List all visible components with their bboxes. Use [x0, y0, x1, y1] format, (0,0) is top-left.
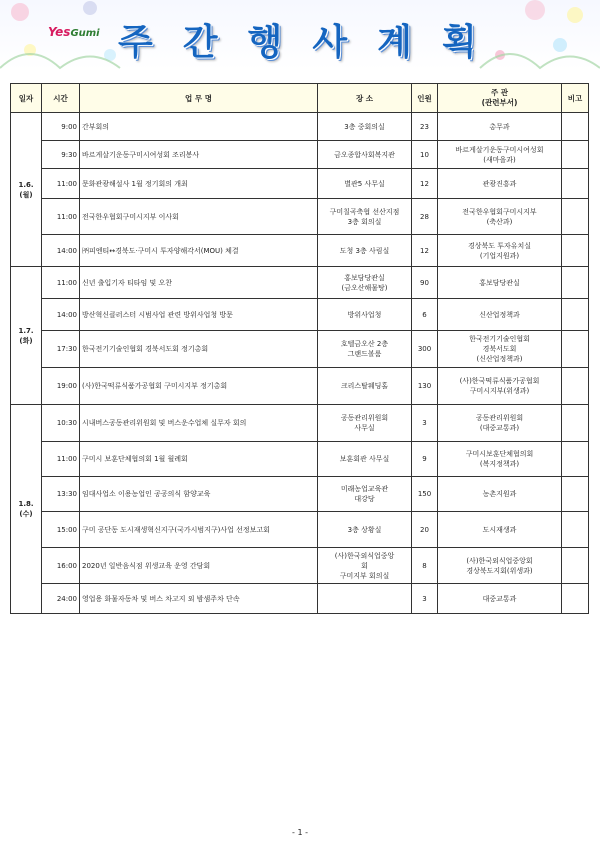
task-cell: 구미시 보훈단체협의회 1월 월례회: [80, 442, 318, 477]
place-cell-line: 구미칠곡축협 선산지점: [329, 207, 400, 216]
time-cell: 11:00: [42, 267, 80, 299]
logo-yes: Yes: [48, 25, 71, 39]
task-cell: 신년 출입기자 티타임 및 오찬: [80, 267, 318, 299]
place-cell: [318, 235, 412, 267]
host-cell-line: (축산과): [486, 217, 513, 226]
host-cell-line: (기업지원과): [479, 251, 520, 260]
place-cell: [318, 405, 412, 442]
place-cell-line: 크리스탈웨딩홀: [340, 382, 389, 390]
time-cell: 9:00: [42, 113, 80, 141]
table-header-row: [11, 84, 589, 113]
place-cell: [318, 331, 412, 368]
table-row: [11, 141, 589, 169]
count-cell: 23: [412, 113, 438, 141]
place-cell-line: 구미지부 회의실: [339, 571, 390, 580]
host-cell-line: 바르게살기운동구미시여성회: [455, 145, 544, 154]
place-cell-line: 보훈회관 사무실: [339, 455, 390, 463]
count-cell: 10: [412, 141, 438, 169]
place-cell: [318, 512, 412, 548]
host-cell: [438, 405, 562, 442]
place-cell-line: 사무실: [354, 424, 375, 432]
host-cell: [438, 235, 562, 267]
place-cell: [318, 199, 412, 235]
date-line: 1.8.: [18, 500, 34, 508]
time-cell: 11:00: [42, 442, 80, 477]
host-cell-line: (새마을과): [483, 155, 516, 164]
task-cell: ㈜피엔티↔경북도·구미시 투자양해각서(MOU) 체결: [80, 235, 318, 267]
note-cell: [562, 235, 589, 267]
host-cell-line: 전국한우협회구미시지부: [462, 207, 537, 216]
date-line: (월): [19, 190, 33, 199]
host-cell-line: 공동관리위원회: [475, 414, 524, 422]
col-header-note: 비고: [562, 84, 589, 113]
date-line: (수): [19, 510, 33, 518]
place-cell-line: 홍보담당관실: [344, 273, 385, 282]
count-cell: 12: [412, 235, 438, 267]
host-cell-line: (신산업정책과): [476, 355, 523, 363]
note-cell: [562, 512, 589, 548]
note-cell: [562, 477, 589, 512]
page-title: 주간행사계획: [118, 22, 507, 63]
note-cell: [562, 584, 589, 614]
table-row: [11, 548, 589, 584]
host-cell-line: 신산업정책과: [479, 310, 520, 319]
place-cell: [318, 477, 412, 512]
host-header-line: 주 관: [490, 88, 509, 97]
time-cell: 24:00: [42, 584, 80, 614]
table-row: [11, 512, 589, 548]
count-cell: 12: [412, 169, 438, 199]
logo-gumi: Gumi: [70, 28, 100, 39]
host-header-line: (관련부서): [481, 98, 518, 107]
place-cell-line: 도청 3층 사림실: [339, 246, 390, 255]
table-row: [11, 331, 589, 368]
host-cell-line: 구미시보훈단체협의회: [465, 450, 534, 458]
task-cell: 한국전기기술인협회 경북서도회 정기총회: [80, 331, 318, 368]
host-cell: [438, 584, 562, 614]
place-cell-line: 별관5 사무실: [344, 179, 385, 188]
task-cell: 시내버스공동관리위원회 및 버스운수업체 실무자 회의: [80, 405, 318, 442]
time-cell: 11:00: [42, 169, 80, 199]
schedule-body: [11, 113, 589, 614]
place-cell: [318, 548, 412, 584]
place-cell-line: 3층 중회의실: [344, 122, 385, 131]
note-cell: [562, 113, 589, 141]
col-header-count: 인원: [412, 84, 438, 113]
host-cell-line: 대중교통과: [482, 594, 517, 603]
col-header-host: [438, 84, 562, 113]
note-cell: [562, 141, 589, 169]
host-cell: [438, 299, 562, 331]
note-cell: [562, 169, 589, 199]
place-cell-line: 3층 상황실: [347, 525, 382, 534]
place-cell-line: 미래농업교육관: [340, 485, 389, 493]
host-cell: [438, 267, 562, 299]
count-cell: 150: [412, 477, 438, 512]
task-cell: 바르게살기운동구미시여성회 조리봉사: [80, 141, 318, 169]
table-row: [11, 299, 589, 331]
task-cell: (사)한국떡류식품가공협회 구미시지부 정기총회: [80, 368, 318, 405]
city-logo: [48, 25, 100, 39]
host-cell-line: (대중교통과): [479, 424, 520, 432]
host-cell: [438, 477, 562, 512]
place-cell-line: 공동관리위원회: [340, 414, 389, 422]
table-row: [11, 442, 589, 477]
place-cell-line: 회: [361, 561, 368, 570]
col-header-time: 시간: [42, 84, 80, 113]
task-cell: 문화관광해설사 1월 정기회의 개최: [80, 169, 318, 199]
place-cell-line: 대강당: [354, 495, 375, 503]
table-row: [11, 584, 589, 614]
host-cell: [438, 331, 562, 368]
place-cell: [318, 368, 412, 405]
time-cell: 14:00: [42, 299, 80, 331]
host-cell-line: (사)한국외식업중앙회: [466, 556, 533, 565]
host-cell-line: 총무과: [489, 122, 510, 131]
time-cell: 11:00: [42, 199, 80, 235]
date-line: 1.7.: [18, 326, 34, 335]
host-cell-line: 경북서도회: [482, 345, 517, 353]
note-cell: [562, 548, 589, 584]
place-cell-line: (금오산해물탕): [341, 283, 388, 292]
place-cell: [318, 267, 412, 299]
task-cell: 방산혁신클러스터 시범사업 관련 방위사업청 방문: [80, 299, 318, 331]
host-cell-line: (복지정책과): [479, 460, 520, 468]
page-number: - 1 -: [292, 828, 308, 837]
count-cell: 28: [412, 199, 438, 235]
note-cell: [562, 405, 589, 442]
count-cell: 3: [412, 584, 438, 614]
date-cell: [11, 405, 42, 614]
place-cell-line: 호텔금오산 2층: [340, 340, 389, 348]
task-cell: 영업용 화물자동차 및 버스 차고지 외 밤샘주차 단속: [80, 584, 318, 614]
table-row: [11, 368, 589, 405]
task-cell: 구미 공단동 도시재생혁신지구(국가시범지구)사업 선정보고회: [80, 512, 318, 548]
table-row: [11, 169, 589, 199]
table-row: [11, 405, 589, 442]
count-cell: 90: [412, 267, 438, 299]
task-cell: 간부회의: [80, 113, 318, 141]
time-cell: 14:00: [42, 235, 80, 267]
schedule-table: [10, 83, 589, 614]
time-cell: 15:00: [42, 512, 80, 548]
place-cell-line: (사)한국외식업중앙: [334, 551, 395, 560]
table-row: [11, 267, 589, 299]
time-cell: 16:00: [42, 548, 80, 584]
host-cell-line: (사)한국떡류식품가공협회: [459, 377, 540, 385]
table-row: [11, 477, 589, 512]
time-cell: 9:30: [42, 141, 80, 169]
place-cell: [318, 442, 412, 477]
count-cell: 6: [412, 299, 438, 331]
count-cell: 130: [412, 368, 438, 405]
table-row: [11, 113, 589, 141]
task-cell: 전국한우협회구미시지부 이사회: [80, 199, 318, 235]
date-cell: [11, 113, 42, 267]
host-cell-line: 농촌지원과: [482, 490, 517, 498]
table-row: [11, 235, 589, 267]
host-cell: [438, 442, 562, 477]
place-cell-line: 방위사업청: [347, 310, 382, 319]
place-cell-line: 그랜드볼룸: [347, 350, 382, 358]
time-cell: 13:30: [42, 477, 80, 512]
task-cell: 2020년 일반음식점 위생교육 운영 간담회: [80, 548, 318, 584]
place-cell: [318, 299, 412, 331]
col-header-day: 일자: [11, 84, 42, 113]
count-cell: 20: [412, 512, 438, 548]
place-cell: [318, 113, 412, 141]
host-cell: [438, 169, 562, 199]
time-cell: 19:00: [42, 368, 80, 405]
col-header-task: 업 무 명: [80, 84, 318, 113]
table-row: [11, 199, 589, 235]
note-cell: [562, 299, 589, 331]
time-cell: 10:30: [42, 405, 80, 442]
host-cell-line: 경상북도 투자유치실: [467, 241, 532, 250]
host-cell: [438, 548, 562, 584]
host-cell-line: 한국전기기술인협회: [469, 335, 530, 343]
host-cell: [438, 141, 562, 169]
time-cell: 17:30: [42, 331, 80, 368]
count-cell: 300: [412, 331, 438, 368]
count-cell: 9: [412, 442, 438, 477]
host-cell: [438, 512, 562, 548]
host-cell: [438, 113, 562, 141]
host-cell-line: 홍보담당관실: [479, 278, 520, 287]
host-cell-line: 구미시지부(위생과): [469, 387, 530, 395]
count-cell: 3: [412, 405, 438, 442]
note-cell: [562, 368, 589, 405]
note-cell: [562, 199, 589, 235]
host-cell-line: 도시재생과: [482, 525, 517, 534]
note-cell: [562, 267, 589, 299]
task-cell: 임대사업소 이용농업인 공공의식 함양교육: [80, 477, 318, 512]
host-cell: [438, 199, 562, 235]
place-cell: [318, 169, 412, 199]
date-cell: [11, 267, 42, 405]
header-banner: [0, 0, 600, 70]
col-header-place: 장 소: [318, 84, 412, 113]
date-line: 1.6.: [18, 180, 34, 189]
place-cell: [318, 584, 412, 614]
host-cell-line: 경상북도지회(위생과): [466, 566, 533, 575]
host-cell-line: 관광진흥과: [482, 179, 517, 188]
count-cell: 8: [412, 548, 438, 584]
place-cell-line: 3층 회의실: [347, 217, 382, 226]
place-cell-line: 금오종합사회복지관: [334, 150, 395, 159]
date-line: (화): [19, 336, 33, 345]
note-cell: [562, 442, 589, 477]
host-cell: [438, 368, 562, 405]
note-cell: [562, 331, 589, 368]
place-cell: [318, 141, 412, 169]
